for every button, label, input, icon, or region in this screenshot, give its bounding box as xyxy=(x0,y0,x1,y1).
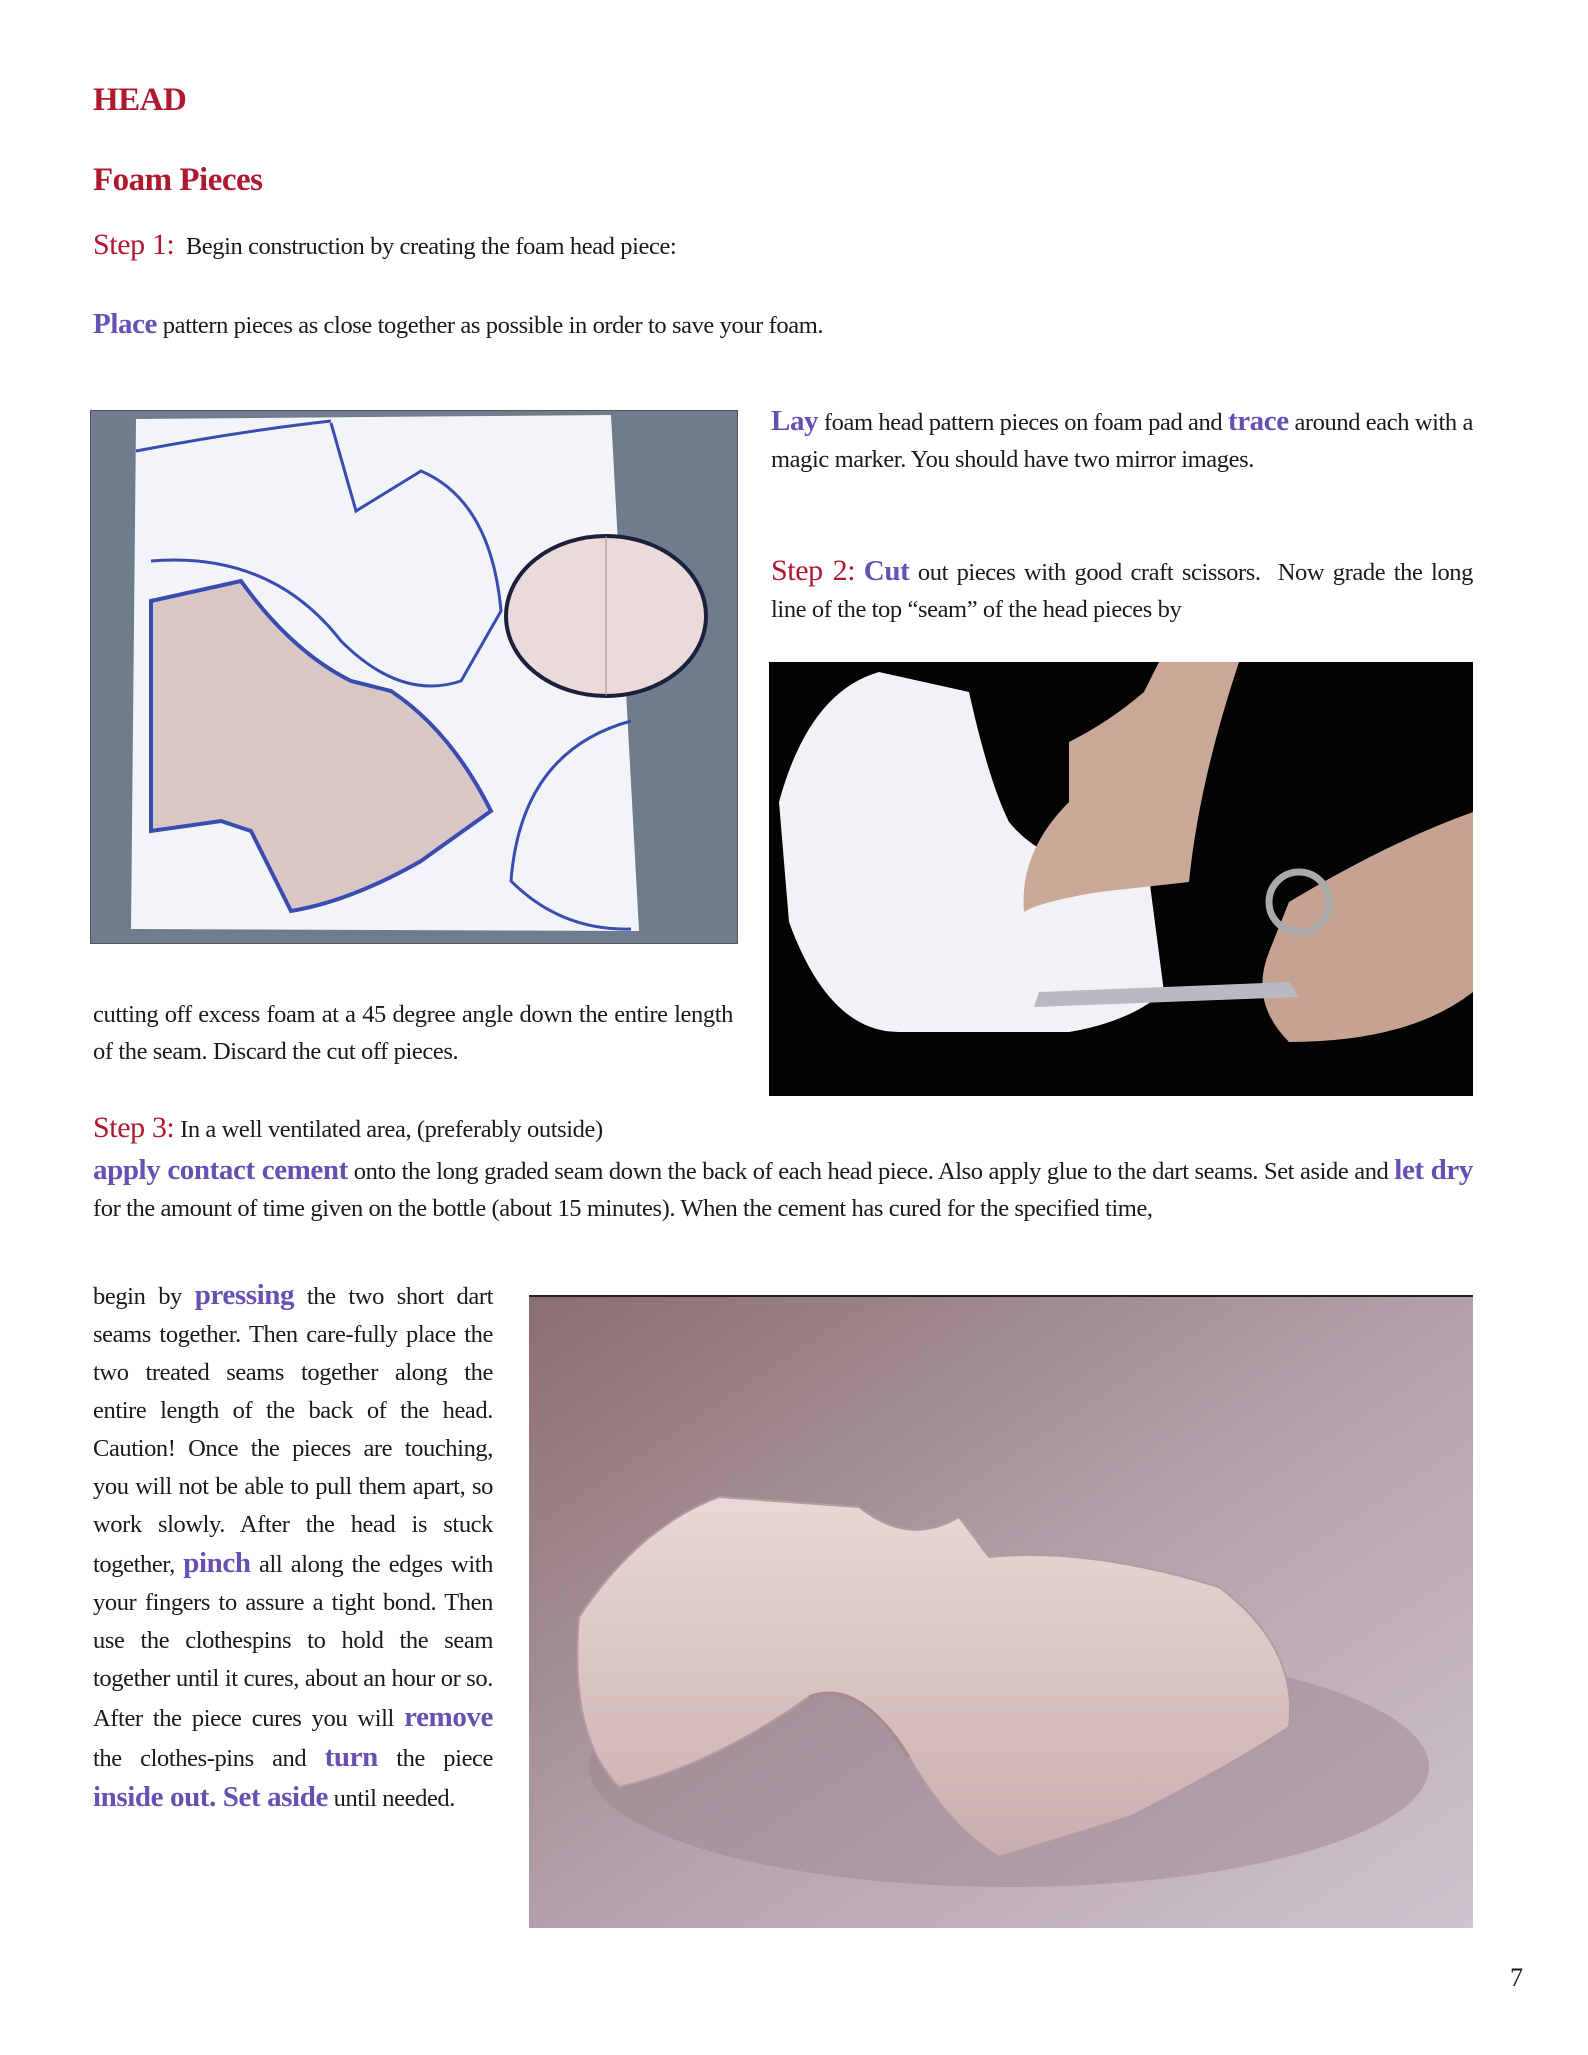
subsection-heading: Foam Pieces xyxy=(93,162,263,198)
step-label: Step 1: xyxy=(93,228,175,261)
body-text xyxy=(855,559,864,586)
action-keyword: Place xyxy=(93,308,158,340)
action-keyword: let dry xyxy=(1394,1154,1473,1186)
body-text: the clothes-pins and xyxy=(93,1705,499,1772)
step2-paragraph xyxy=(771,552,1479,628)
step-label: Step 3: xyxy=(93,1111,175,1144)
action-keyword: pressing xyxy=(194,1279,295,1311)
body-text: In a well ventilated area, (preferably outside) xyxy=(174,1116,603,1143)
body-text: for the amount of time given on the bottle (about 15 minutes). When the cement has cured for the specified time, xyxy=(93,1158,1479,1222)
body-text: onto the long graded seam down the back of each head piece. Also apply glue to the dart seams. Set aside and xyxy=(347,1158,1395,1185)
action-keyword: Lay xyxy=(771,405,819,437)
foam-pad-pattern-photo xyxy=(90,410,738,944)
cutting-paragraph xyxy=(93,996,739,1070)
body-text: out pieces with good craft scissors. Now grade the long line of the top “seam” of the head pieces by xyxy=(771,559,1479,623)
action-keyword: Cut xyxy=(863,555,910,587)
body-text: Begin construction by creating the foam head piece: xyxy=(174,233,677,260)
glued-foam-head-photo xyxy=(529,1295,1473,1928)
body-text: begin by xyxy=(93,1283,195,1310)
page-number: 7 xyxy=(1510,1963,1523,1992)
section-heading: HEAD xyxy=(93,82,187,118)
action-keyword: trace xyxy=(1227,405,1289,437)
body-text: until needed. xyxy=(327,1785,455,1812)
body-text: foam head pattern pieces on foam pad and xyxy=(818,409,1228,436)
body-text: cutting off excess foam at a 45 degree angle down the entire length of the seam. Discard the cut off pieces. xyxy=(93,1001,739,1065)
step-label: Step 2: xyxy=(771,554,856,587)
step3-paragraph xyxy=(93,1152,1479,1227)
body-text: the two short dart seams together. Then care-fully place the two treated seams together along the entire length of the back of the head. Caution! Once the pieces are touching, you will not be able to pull them apart, so work slowly. After the head is stuck together, xyxy=(93,1283,499,1578)
action-keyword: remove xyxy=(404,1701,493,1733)
step3-intro xyxy=(93,1109,1473,1148)
action-keyword: turn xyxy=(324,1741,378,1773)
step3-continued-paragraph xyxy=(93,1276,499,1818)
cutting-foam-photo xyxy=(769,662,1473,1096)
body-text: pattern pieces as close together as possible in order to save your foam. xyxy=(157,312,824,339)
step1-paragraph xyxy=(93,226,1473,265)
body-text: the piece xyxy=(377,1745,499,1772)
place-paragraph xyxy=(93,306,1473,344)
action-keyword: pinch xyxy=(183,1547,251,1579)
action-keyword: apply contact cement xyxy=(93,1154,348,1186)
lay-paragraph xyxy=(771,403,1479,478)
body-text: all along the edges with your fingers to assure a tight bond. Then use the clothespins to hold the seam together until it cures, about an hour or so. After the piece cures you will xyxy=(93,1551,499,1732)
action-keyword: inside out. Set aside xyxy=(93,1781,328,1813)
body-text: around each with a magic marker. You should have two mirror images. xyxy=(771,409,1479,473)
